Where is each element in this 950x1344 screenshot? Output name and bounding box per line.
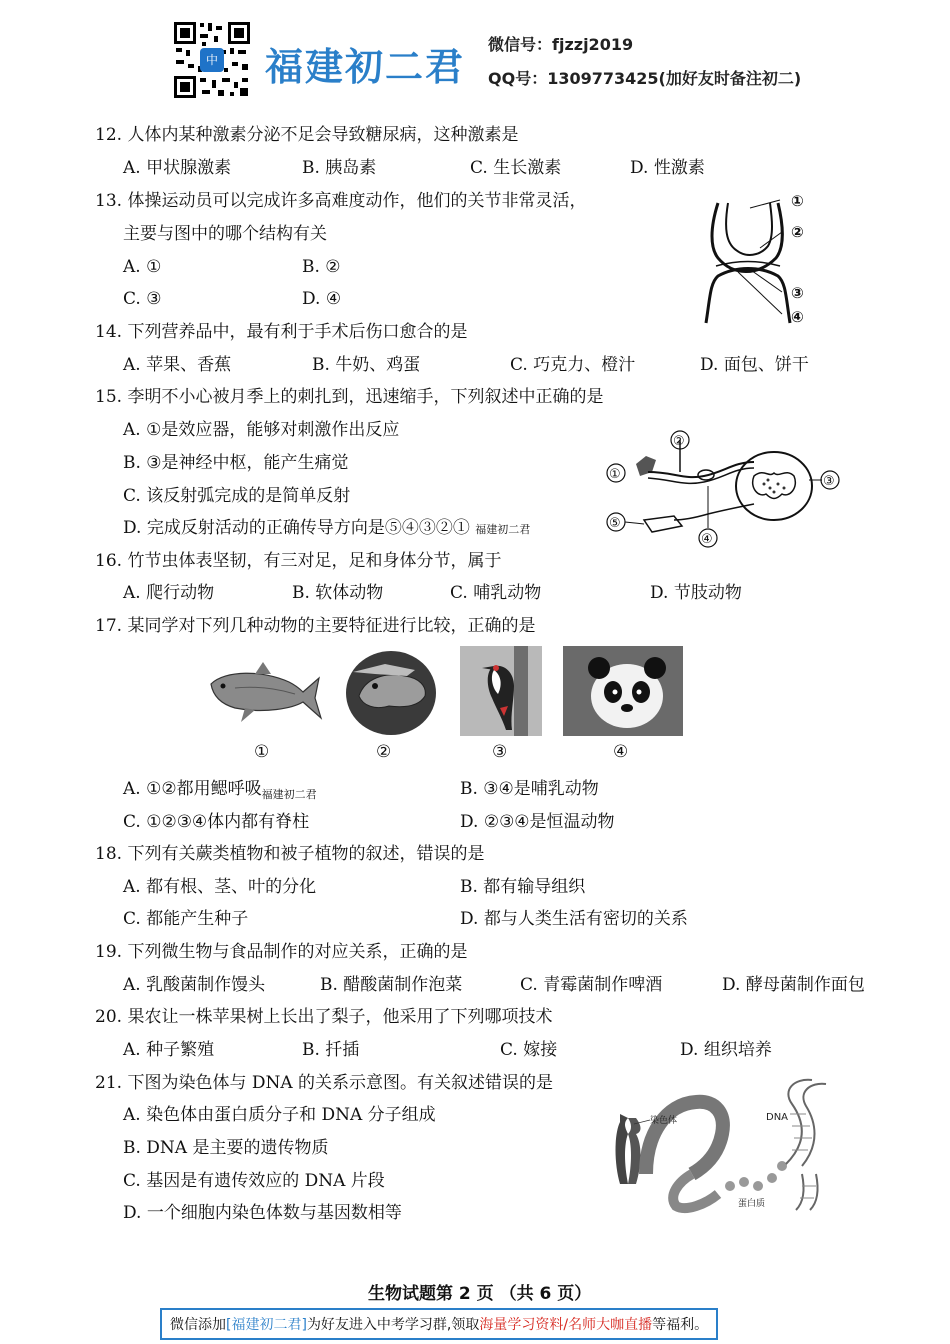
q12-option-a: A. 甲状腺激素 — [123, 158, 232, 178]
q14-option-b: B. 牛奶、鸡蛋 — [312, 355, 421, 375]
watermark-text-2: 福建初二君 — [261, 788, 317, 801]
brand-title: 福建初二君 — [265, 45, 466, 89]
chromosome-dna-figure — [606, 1074, 842, 1214]
q13-stem-line2: 主要与图中的哪个结构有关 — [123, 224, 327, 244]
q19-option-b: B. 醋酸菌制作泡菜 — [320, 975, 463, 995]
reflex-label-2: ② — [673, 434, 685, 449]
frog-image — [345, 650, 437, 736]
page-number: 生物试题第 2 页 （共 6 页） — [368, 1284, 592, 1304]
q20-option-c: C. 嫁接 — [500, 1040, 558, 1060]
q15-option-c: C. 该反射弧完成的是简单反射 — [123, 486, 351, 506]
q20-option-b: B. 扦插 — [302, 1040, 360, 1060]
animal-label-4: ④ — [613, 742, 629, 762]
q17-stem: 17. 某同学对下列几种动物的主要特征进行比较，正确的是 — [95, 616, 536, 636]
watermark-text: 福建初二君 — [475, 523, 531, 536]
knee-label-4: ④ — [791, 308, 804, 326]
q13-option-d: D. ④ — [302, 289, 342, 309]
q15-option-a: A. ①是效应器，能够对刺激作出反应 — [123, 420, 400, 440]
q14-option-d: D. 面包、饼干 — [700, 355, 809, 375]
knee-label-3: ③ — [791, 284, 804, 302]
animal-label-2: ② — [376, 742, 392, 762]
q19-option-d: D. 酵母菌制作面包 — [722, 975, 865, 995]
q17-option-a-text: A. ①②都用鳃呼吸 — [123, 779, 262, 799]
q21-option-d: D. 一个细胞内染色体数与基因数相等 — [123, 1203, 402, 1223]
q21-option-a: A. 染色体由蛋白质分子和 DNA 分子组成 — [123, 1105, 436, 1125]
q13-option-b: B. ② — [302, 257, 341, 277]
q18-option-d: D. 都与人类生活有密切的关系 — [460, 909, 688, 929]
qr-center-label: 中 — [205, 53, 218, 67]
q18-option-c: C. 都能产生种子 — [123, 909, 249, 929]
promo-post: 等福利。 — [652, 1317, 709, 1333]
q15-option-b: B. ③是神经中枢，能产生痛觉 — [123, 453, 349, 473]
q14-option-c: C. 巧克力、橙汁 — [510, 355, 636, 375]
reflex-label-1: ① — [609, 467, 621, 482]
q19-option-c: C. 青霉菌制作啤酒 — [520, 975, 663, 995]
q18-option-a: A. 都有根、茎、叶的分化 — [123, 877, 317, 897]
dna-label: DNA — [766, 1112, 789, 1123]
panda-image — [563, 646, 683, 736]
knee-label-1: ① — [791, 192, 804, 210]
knee-label-2: ② — [791, 223, 804, 241]
q18-option-b: B. 都有输导组织 — [460, 877, 586, 897]
q16-option-d: D. 节肢动物 — [650, 583, 742, 603]
q21-option-b: B. DNA 是主要的遗传物质 — [123, 1138, 329, 1158]
wechat-id: 微信号：fjzzj2019 — [488, 35, 634, 54]
reflex-label-3: ③ — [823, 474, 835, 489]
q17-option-d: D. ②③④是恒温动物 — [460, 812, 615, 832]
q16-option-c: C. 哺乳动物 — [450, 583, 542, 603]
q21-stem: 21. 下图为染色体与 DNA 的关系示意图。有关叙述错误的是 — [95, 1073, 554, 1093]
q19-option-a: A. 乳酸菌制作馒头 — [123, 975, 266, 995]
q15-stem: 15. 李明不小心被月季上的刺扎到，迅速缩手，下列叙述中正确的是 — [95, 387, 604, 407]
reflex-label-4: ④ — [701, 532, 713, 547]
q17-option-c: C. ①②③④体内都有脊柱 — [123, 812, 310, 832]
q17-option-a — [123, 778, 317, 806]
q14-stem: 14. 下列营养品中，最有利于手术后伤口愈合的是 — [95, 322, 468, 342]
q12-option-d: D. 性激素 — [630, 158, 705, 178]
animal-label-3: ③ — [492, 742, 508, 762]
q19-stem: 19. 下列微生物与食品制作的对应关系，正确的是 — [95, 942, 468, 962]
q12-option-b: B. 胰岛素 — [302, 158, 377, 178]
qq-number: QQ号：1309773425(加好友时备注初二) — [488, 69, 802, 88]
promo-mid: 为好友进入中考学习群,领取 — [306, 1317, 480, 1333]
q12-option-c: C. 生长激素 — [470, 158, 562, 178]
reflex-arc-figure — [604, 428, 842, 550]
q20-option-d: D. 组织培养 — [680, 1040, 772, 1060]
qr-code — [172, 20, 252, 100]
q12-stem: 12. 人体内某种激素分泌不足会导致糖尿病，这种激素是 — [95, 125, 519, 145]
animal-label-1: ① — [254, 742, 270, 762]
q16-stem: 16. 竹节虫体表坚韧，有三对足，足和身体分节，属于 — [95, 551, 502, 571]
promo-highlight: 海量学习资料/名师大咖直播 — [479, 1317, 653, 1333]
q13-option-a: A. ① — [123, 257, 162, 277]
q15-option-d — [123, 517, 530, 541]
q17-option-b: B. ③④是哺乳动物 — [460, 779, 599, 799]
q13-stem-line1: 13. 体操运动员可以完成许多高难度动作，他们的关节非常灵活， — [95, 191, 587, 211]
promo-pre: 微信添加 — [170, 1317, 226, 1333]
q20-stem: 20. 果农让一株苹果树上长出了梨子，他采用了下列哪项技术 — [95, 1007, 553, 1027]
woodpecker-image — [460, 646, 542, 736]
knee-joint-figure — [688, 188, 820, 328]
promo-banner[interactable] — [160, 1308, 718, 1340]
q16-option-a: A. 爬行动物 — [123, 583, 215, 603]
q16-option-b: B. 软体动物 — [292, 583, 384, 603]
fish-image — [205, 648, 323, 732]
q21-option-c: C. 基因是有遗传效应的 DNA 片段 — [123, 1171, 385, 1191]
chromosome-label: 染色体 — [650, 1116, 678, 1126]
q15-option-d-text: D. 完成反射活动的正确传导方向是⑤④③②① — [123, 518, 470, 538]
q18-stem: 18. 下列有关蕨类植物和被子植物的叙述，错误的是 — [95, 844, 485, 864]
q14-option-a: A. 苹果、香蕉 — [123, 355, 232, 375]
protein-label: 蛋白质 — [738, 1199, 766, 1209]
reflex-label-5: ⑤ — [609, 516, 621, 531]
q13-option-c: C. ③ — [123, 289, 162, 309]
promo-link[interactable]: [福建初二君] — [226, 1317, 307, 1333]
q20-option-a: A. 种子繁殖 — [123, 1040, 215, 1060]
